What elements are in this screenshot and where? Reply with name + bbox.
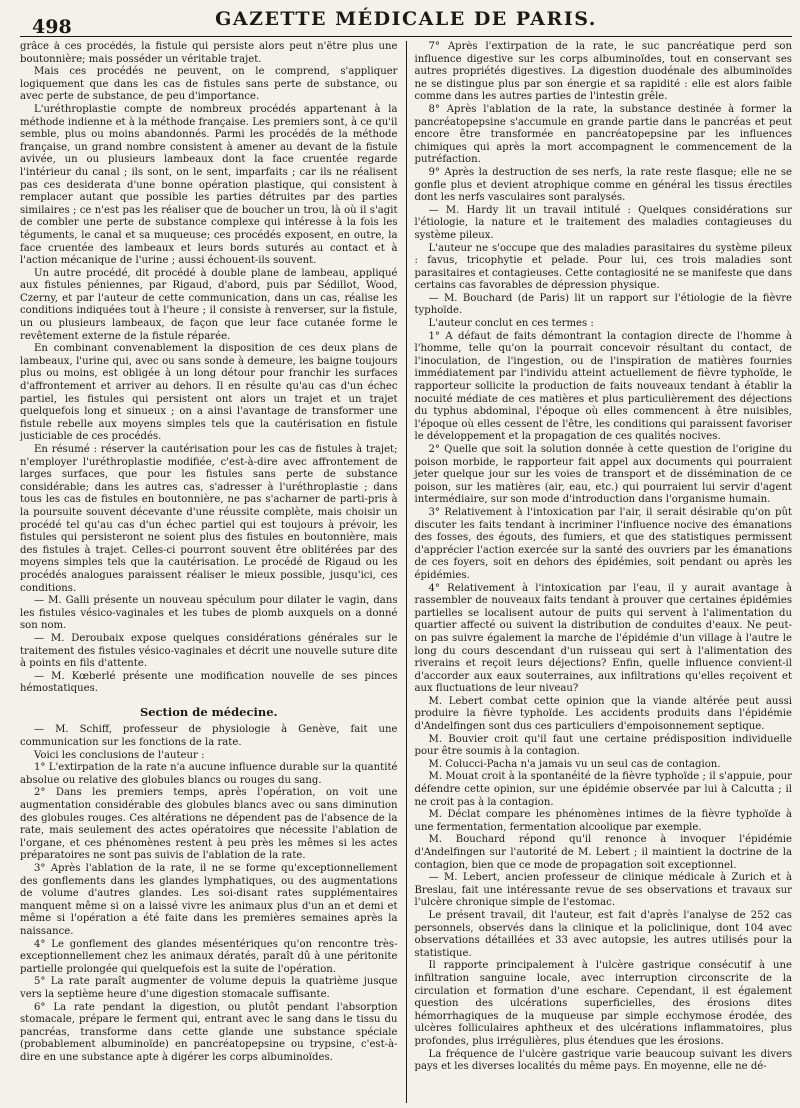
paragraph: L'auteur ne s'occupe que des maladies parasitaires du système pileux : favus, tricophytie et pelade. Pour lui, ces trois maladies sont parasitaires et contagieuses. Cette contagiosité ne se manifeste que dans certains cas favorables de dépression physique. [414, 242, 792, 292]
paragraph: 4° Relativement à l'intoxication par l'eau, il y aurait avantage à rassembler de nouveaux faits tendant à prouver que certaines épidémies partielles se localisent autour de puits qui servent à l'alimentation du quartier affecté ou suivent la distribution de conduites d'eaux. Ne peut-on pas suivre également la marche de l'épidémie d'un village à l'autre le long du cours descendant d'un ruisseau qui sert à l'alimentation des riverains et reçoit leurs déjections? Enfin, quelle influence convient-il d'accorder aux eaux souterraines, aux infiltrations qu'elles reçoivent et aux fluctuations de leur niveau? [414, 582, 792, 695]
paragraph: 1° A défaut de faits démontrant la contagion directe de l'homme à l'homme, telle qu'on la pourrait concevoir résultant du contact, de l'inoculation, de l'ingestion, ou de l'inspiration de matières fournies immédiatement par l'individu atteint actuellement de fièvre typhoïde, le rapporteur sollicite la production de faits nouveaux tendant à établir la nocuité médiate de ces matières et plus particulièrement des déjections du typhus abdominal, l'époque où elles commencent à être nuisibles, l'époque où elles cessent de l'être, les conditions qui paraissent favoriser le développement et la propagation de ces qualités nocives. [414, 330, 792, 443]
paragraph: La fréquence de l'ulcère gastrique varie beaucoup suivant les divers pays et les diverses localités du même pays. En moyenne, elle ne dé- [414, 1048, 792, 1073]
paragraph: — M. Kœberlé présente une modification nouvelle de ses pinces hémostatiques. [20, 670, 398, 695]
paragraph: 2° Quelle que soit la solution donnée à cette question de l'origine du poison morbide, le rapporteur fait appel aux documents qui pourraient jeter quelque jour sur les voies de transport et de dissémination de ce poison, sur les matières (air, eau, etc.) qui pourraient lui servir d'agent intermédiaire, sur son mode d'introduction dans l'organisme humain. [414, 444, 792, 506]
paragraph: M. Déclat compare les phénomènes intimes de la fièvre typhoïde à une fermentation, fermentation alcoolique par exemple. [414, 809, 792, 833]
paragraph: 6° La rate pendant la digestion, ou plutôt pendant l'absorption stomacale, prépare le ferment qui, entrant avec le sang dans le tissu du pancréas, transforme dans cette glande une substance spéciale (probablement albuminoïde) en pancréatopepsine ou trypsine, c'est-à-dire en une substance apte à digérer les corps albuminoïdes. [20, 1001, 398, 1063]
paragraph: L'uréthroplastie compte de nombreux procédés appartenant à la méthode indienne et à la méthode française. Les premiers sont, à ce qu'il semble, plus ou moins abandonnés. Parmi les procédés de la méthode française, un grand nombre consistent à amener au devant de la fistule avivée, un ou plusieurs lambeaux dont la face cruentée regarde l'intérieur du canal ; ils sont, on le sent, imparfaits ; car ils ne réalisent pas ces desiderata d'une bonne opération plastique, qui consistent à remplacer autant que possible les parties détruites par des parties similaires ; ce n'est pas les réaliser que de boucher un trou, là où il s'agit de combler une perte de substance complexe qui intéresse à la fois les téguments, le canal et sa muqueuse; ces procédés exposent, en outre, la face cruentée des lambeaux et leurs bords suturés au contact et à l'action mécanique de l'urine ; aussi échouent-ils souvent. [20, 103, 398, 267]
paragraph: 9° Après la destruction de ses nerfs, la rate reste flasque; elle ne se gonfle plus et devient atrophique comme en général les tissus érectiles dont les nerfs vasculaires sont paralysés. [414, 166, 792, 204]
paragraph: 3° Relativement à l'intoxication par l'air, il serait désirable qu'on pût discuter les faits tendant à incriminer l'influence nocive des émanations des fosses, des égouts, des fumiers, et que des statistiques permissent d'apprécier l'action exercée sur la santé des ouvriers par les émanations de ces foyers, soit en dehors des épidémies, soit pendant ou après les épidémies. [414, 506, 792, 581]
page-title: GAZETTE MÉDICALE DE PARIS. [215, 8, 597, 30]
paragraph: En combinant convenablement la disposition de ces deux plans de lambeaux, l'urine qui, avec ou sans sonde à demeure, les baigne toujours plus ou moins, est obligée à un long détour pour franchir les surfaces d'affrontement et arriver au dehors. Il en résulte qu'au cas d'un échec partiel, les fistules qui persistent ont alors un trajet et un trajet quelquefois long et sinueux ; on a ainsi l'avantage de transformer une fistule rebelle aux moyens simples tels que la cautérisation en fistule justiciable de ces procédés. [20, 343, 398, 443]
paragraph: Un autre procédé, dit procédé à double plane de lambeau, appliqué aux fistules péniennes, par Rigaud, d'abord, puis par Sédillot, Wood, Czerny, et par l'auteur de cette communication, dans un cas, réalise les conditions indiquées tout à l'heure ; il consiste à renverser, sur la fistule, un ou plusieurs lambeaux, de façon que leur face cutanée forme le revêtement externe de la fistule réparée. [20, 267, 398, 342]
paragraph: 4° Le gonflement des glandes mésentériques qu'on rencontre très-exceptionnellement chez les animaux dératés, paraît dû à une péritonite partielle prolongée qui quelquefois est la suite de l'opération. [20, 938, 398, 975]
paragraph: — M. Hardy lit un travail intitulé : Quelques considérations sur l'étiologie, la nature et le traitement des maladies contagieuses du système pileux. [414, 204, 792, 241]
page-number: 498 [32, 16, 72, 38]
paragraph: En résumé : réserver la cautérisation pour les cas de fistules à trajet; n'employer l'uréthroplastie modifiée, c'est-à-dire avec affrontement de larges surfaces, que pour les fistules sans perte de substance considérable; dans les autres cas, s'adresser à l'uréthroplastie ; dans tous les cas de fistules en boutonnière, ne pas s'acharner de parti-pris à la poursuite souvent décevante d'une réussite complète, mais choisir un procédé tel qu'au cas d'un échec partiel qui est toujours à prévoir, les fistules qui persisteront ne soient plus des fistules en boutonnière, mais des fistules à trajet. Celles-ci pourront souvent être oblitérées par des moyens simples tels que la cautérisation. Le procédé de Rigaud ou les procédés analogues paraissent réaliser le mieux possible, jusqu'ici, ces conditions. [20, 444, 398, 594]
paragraph: — M. Bouchard (de Paris) lit un rapport sur l'étiologie de la fièvre typhoïde. [414, 292, 792, 317]
paragraph: L'auteur conclut en ces termes : [428, 318, 594, 330]
paragraph: Mais ces procédés ne peuvent, on le comprend, s'appliquer logiquement que dans les cas de fistules sans perte de substance, ou avec perte de substance, de peu d'importance. [20, 66, 398, 103]
paragraph: M. Bouchard répond qu'il renonce à invoquer l'épidémie d'Andelfingen sur l'autorité de M. Lebert ; il maintient la doctrine de la contagion, bien que ce mode de propagation soit exceptionnel. [414, 834, 792, 871]
two-column-body [20, 41, 792, 1103]
paragraph: Le présent travail, dit l'auteur, est fait d'après l'analyse de 252 cas personnels, observés dans la clinique et la policlinique, dont 104 avec observations détaillées et 33 avec autopsie, les autres utilisés pour la statistique. [414, 909, 792, 959]
paragraph: Voici les conclusions de l'auteur : [34, 749, 205, 761]
paragraph: M. Bouvier croit qu'il faut une certaine prédisposition individuelle pour être soumis à la contagion. [414, 733, 792, 758]
paragraph: — M. Galli présente un nouveau spéculum pour dilater le vagin, dans les fistules vésico-vaginales et les tubes de plomb auxquels on a donné son nom. [20, 595, 398, 632]
paragraph: — M. Schiff, professeur de physiologie à Genève, fait une communication sur les fonctions de la rate. [20, 724, 398, 749]
right-column [407, 41, 793, 1103]
paragraph: 1° L'extirpation de la rate n'a aucune influence durable sur la quantité absolue ou relative des globules blancs ou rouges du sang. [20, 762, 398, 786]
paragraph: 7° Après l'extirpation de la rate, le suc pancréatique perd son influence digestive sur les corps albuminoïdes, tout en conservant ses autres propriétés digestives. La digestion duodénale des albuminoïdes ne se distingue plus par son énergie et sa rapidité : elle est alors faible comme dans les autres parties de l'intestin grêle. [414, 41, 792, 103]
paragraph: 2° Dans les premiers temps, après l'opération, on voit une augmentation considérable des globules blancs avec ou sans diminution des globules rouges. Ces altérations ne dépendent pas de l'absence de la rate, mais seulement des actes opératoires que nécessite l'ablation de l'organe, et ces phénomènes restent à peu près les mêmes si les actes préparatoires ne sont pas suivis de l'ablation de la rate. [20, 787, 398, 862]
paragraph: M. Mouat croit à la spontanéité de la fièvre typhoïde ; il s'appuie, pour défendre cette opinion, sur une épidémie observée par lui à Calcutta ; il ne croit pas à la contagion. [414, 771, 792, 808]
paragraph: 5° La rate paraît augmenter de volume depuis la quatrième jusque vers la septième heure d'une digestion stomacale suffisante. [20, 976, 398, 1000]
paragraph: 3° Après l'ablation de la rate, il ne se forme qu'exceptionnellement des gonflements dans les glandes lymphatiques, ou des augmentations de volume d'autres glandes. Les soi-disant rates supplémentaires manquent même si on a laissé vivre les animaux plus d'un an et demi et même si l'opération a été faite dans les premières semaines après la naissance. [20, 863, 398, 937]
left-column [20, 41, 406, 1103]
paragraph: — M. Deroubaix expose quelques considérations générales sur le traitement des fistules vésico-vaginales et décrit une nouvelle suture dite à points en fils d'attente. [20, 632, 398, 670]
paragraph: 8° Après l'ablation de la rate, la substance destinée à former la pancréatopepsine s'accumule en grande partie dans le pancréas et peut encore être transformée en pancréatopepsine par les influences chimiques qui après la mort accompagnent le commencement de la putréfaction. [414, 103, 792, 166]
paragraph: M. Colucci-Pacha n'a jamais vu un seul cas de contagion. [428, 758, 721, 770]
paragraph: M. Lebert combat cette opinion que la viande altérée peut aussi produire la fièvre typhoïde. Les accidents produits dans l'épidémie d'Andelfingen sont dus ces particuliers d'empoisonnement septique. [414, 695, 792, 733]
paragraph: grâce à ces procédés, la fistule qui persiste alors peut n'être plus une boutonnière; mais posséder un véritable trajet. [20, 41, 398, 65]
section-heading: Section de médecine. [139, 704, 278, 719]
page-header [20, 0, 792, 37]
paragraph: — M. Lebert, ancien professeur de clinique médicale à Zurich et à Breslau, fait une intéressante revue de ses observations et travaux sur l'ulcère chronique simple de l'estomac. [414, 872, 792, 909]
paragraph: Il rapporte principalement à l'ulcère gastrique consécutif à une infiltration sanguine locale, avec interruption circonscrite de la circulation et formation d'une eschare. Cependant, il est également question des ulcérations superficielles, des érosions dites hémorrhagiques de la muqueuse par simple ecchymose érodée, des ulcères folliculaires aphtheux et des ulcérations inflammatoires, plus profondes, plus irrégulières, plus étendues que les érosions. [414, 960, 792, 1047]
